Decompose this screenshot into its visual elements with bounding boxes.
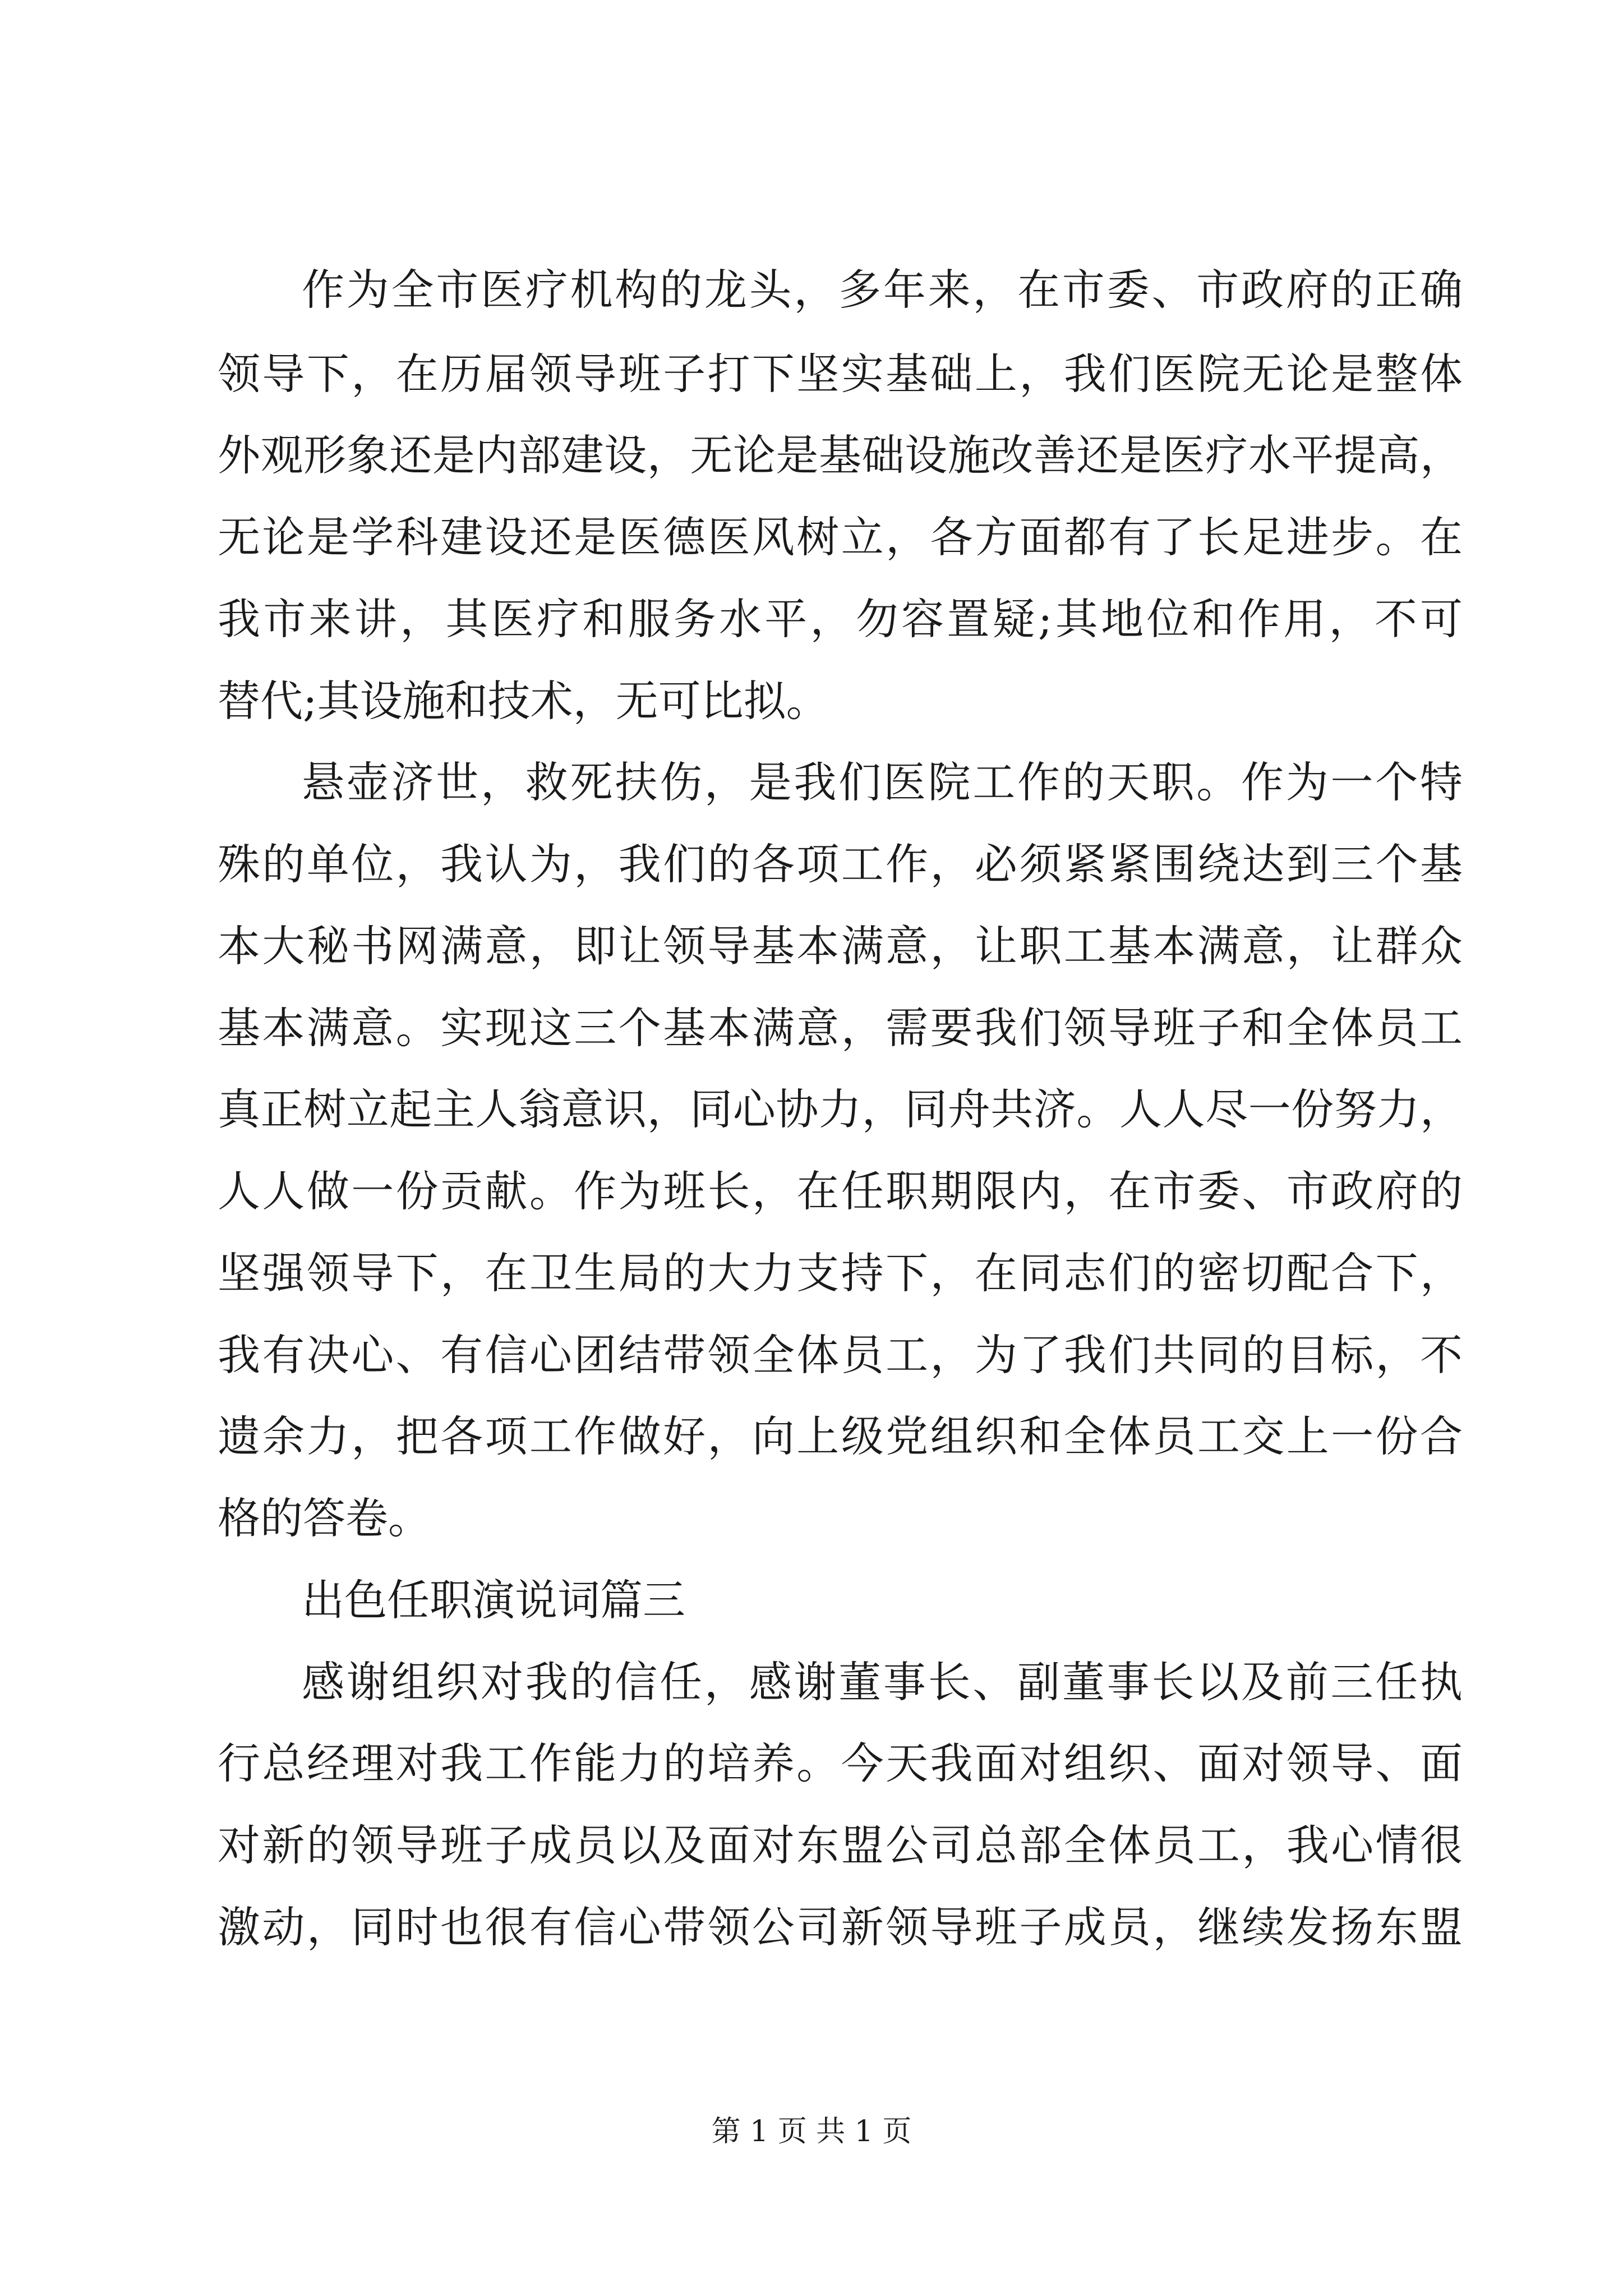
text-line: 领导下，在历届领导班子打下坚实基础上，我们医院无论是整体	[218, 349, 1463, 399]
page-footer: 第 1 页 共 1 页	[711, 2115, 912, 2148]
text-line: 基本满意。实现这三个基本满意，需要我们领导班子和全体员工	[218, 1003, 1463, 1053]
text-line: 我有决心、有信心团结带领全体员工，为了我们共同的目标，不	[218, 1330, 1463, 1380]
text-line: 殊的单位，我认为，我们的各项工作，必须紧紧围绕达到三个基	[218, 839, 1463, 889]
text-line: 我市来讲，其医疗和服务水平，勿容置疑;其地位和作用，不可	[218, 594, 1463, 644]
text-line: 悬壶济世，救死扶伤，是我们医院工作的天职。作为一个特	[302, 757, 1463, 807]
text-line: 本大秘书网满意，即让领导基本满意，让职工基本满意，让群众	[218, 921, 1463, 971]
text-line: 感谢组织对我的信任，感谢董事长、副董事长以及前三任执	[302, 1657, 1463, 1707]
text-line: 外观形象还是内部建设，无论是基础设施改善还是医疗水平提高，	[218, 430, 1463, 480]
text-line: 遗余力，把各项工作做好，向上级党组织和全体员工交上一份合	[218, 1411, 1463, 1461]
section-heading: 出色任职演说词篇三	[302, 1575, 685, 1625]
text-line: 坚强领导下，在卫生局的大力支持下，在同志们的密切配合下，	[218, 1248, 1463, 1298]
text-line: 人人做一份贡献。作为班长，在任职期限内，在市委、市政府的	[218, 1166, 1463, 1216]
text-line: 真正树立起主人翁意识，同心协力，同舟共济。人人尽一份努力，	[218, 1084, 1463, 1134]
text-line: 格的答卷。	[218, 1493, 431, 1543]
text-line: 激动，同时也很有信心带领公司新领导班子成员，继续发扬东盟	[218, 1902, 1463, 1952]
text-line: 替代;其设施和技术，无可比拟。	[218, 676, 829, 726]
text-line: 行总经理对我工作能力的培养。今天我面对组织、面对领导、面	[218, 1738, 1463, 1788]
text-line: 无论是学科建设还是医德医风树立，各方面都有了长足进步。在	[218, 512, 1463, 562]
text-line: 作为全市医疗机构的龙头，多年来，在市委、市政府的正确	[302, 265, 1463, 315]
text-line: 对新的领导班子成员以及面对东盟公司总部全体员工，我心情很	[218, 1820, 1463, 1870]
